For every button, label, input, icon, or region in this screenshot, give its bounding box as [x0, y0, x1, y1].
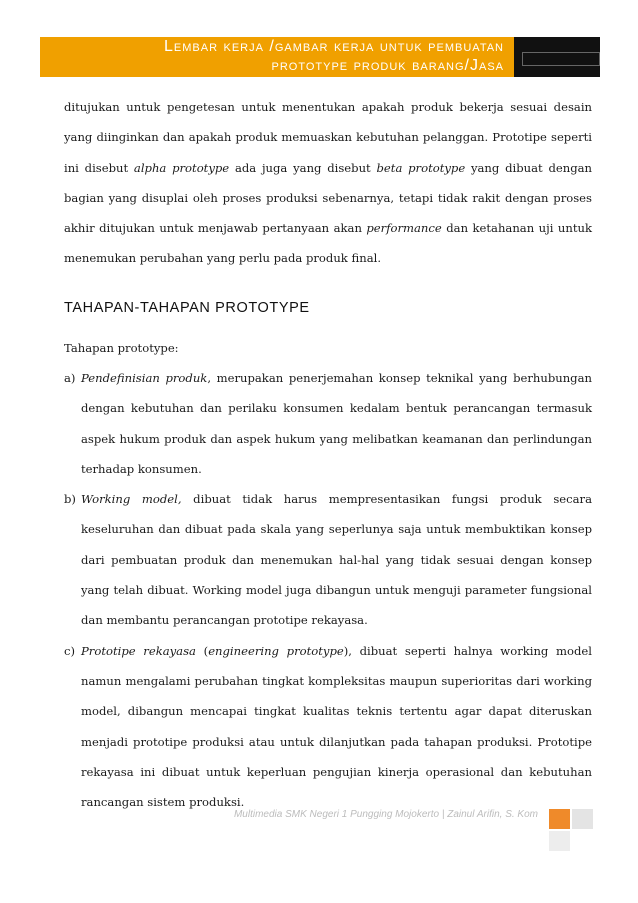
header-banner	[40, 37, 514, 77]
footer-gray-square	[549, 831, 570, 851]
footer-orange-square	[549, 809, 570, 829]
paragraph-italic-term: alpha prototype	[133, 160, 230, 175]
header-black-inner-box	[522, 52, 600, 66]
footer-gray-square	[572, 809, 593, 829]
list-marker: b)	[64, 492, 76, 507]
paragraph-text: dan ketahanan uji untuk menemukan perubahan yang perlu pada produk final.	[64, 221, 592, 266]
list-item-term: Working model,	[81, 492, 182, 507]
list-item-text: dibuat tidak harus mempresentasikan fungsi produk secara keseluruhan dan dibuat pada skala yang seperlunya saja untuk membuktikan konsep dari pembuatan produk dan menemukan hal-hal yang tidak sesuai dengan konsep yang telah dibuat. Working model juga dibangun untuk menguji parameter fungsional dan membantu perancangan prototipe rekayasa.	[81, 492, 593, 628]
paragraph-text: ditujukan untuk pengetesan untuk menentukan apakah produk bekerja sesuai desain yang diinginkan dan apakah produk memuaskan kebutuhan pelanggan. Prototipe seperti ini disebut	[64, 100, 592, 175]
list-item-term: Pendefinisian produk	[81, 371, 208, 385]
list-marker: a)	[64, 371, 76, 385]
header-title-line1: Lembar kerja /gambar kerja untuk pembuatan	[164, 38, 504, 55]
paragraph-italic-term: performance	[366, 221, 442, 236]
body-paragraph-container	[64, 92, 592, 274]
list-item-text: , merupakan penerjemahan konsep teknikal yang berhubungan dengan kebutuhan dan perilaku konsumen kedalam bentuk perancangan termasuk aspek hukum produk dan aspek hukum yang melibatkan keamanan dan perlindungan terhadap konsumen.	[81, 371, 592, 476]
body-paragraph	[64, 92, 592, 274]
list-item-term: engineering prototype	[208, 643, 344, 658]
list-item	[64, 636, 592, 818]
list-item-term: Prototipe rekayasa	[81, 643, 196, 658]
list-item	[64, 484, 592, 635]
header-title-line2: prototype produk barang/Jasa	[271, 57, 504, 74]
list-marker: c)	[64, 643, 76, 658]
section-heading: TAHAPAN-TAHAPAN PROTOTYPE	[64, 300, 310, 316]
paragraph-text: yang dibuat dengan bagian yang disuplai oleh proses produksi sebenarnya, tetapi tidak rakit dengan proses akhir ditujukan untuk menjawab pertanyaan akan	[64, 160, 592, 236]
header-black-block	[514, 37, 600, 77]
list-item	[64, 363, 592, 484]
prototype-stages-list	[64, 363, 592, 817]
list-item-text: ), dibuat seperti halnya working model namun mengalami perubahan tingkat kompleksitas maupun superioritas dari working model, dibangun mencapai tingkat kualitas teknis tertentu agar dapat diteruskan menjadi prototipe produksi atau untuk dilanjutkan pada tahapan produksi. Prototipe rekayasa ini dibuat untuk keperluan pengujian kinerja operasional dan kebutuhan rancangan sistem produksi.	[81, 643, 592, 810]
paragraph-text: ada juga yang disebut	[229, 160, 377, 175]
footer-text: Multimedia SMK Negeri 1 Pungging Mojokerto | Zainul Arifin, S. Kom	[233, 809, 538, 820]
paragraph-italic-term: beta prototype	[376, 160, 466, 175]
list-item-text: (	[195, 643, 209, 658]
list-intro: Tahapan prototype:	[64, 341, 179, 355]
